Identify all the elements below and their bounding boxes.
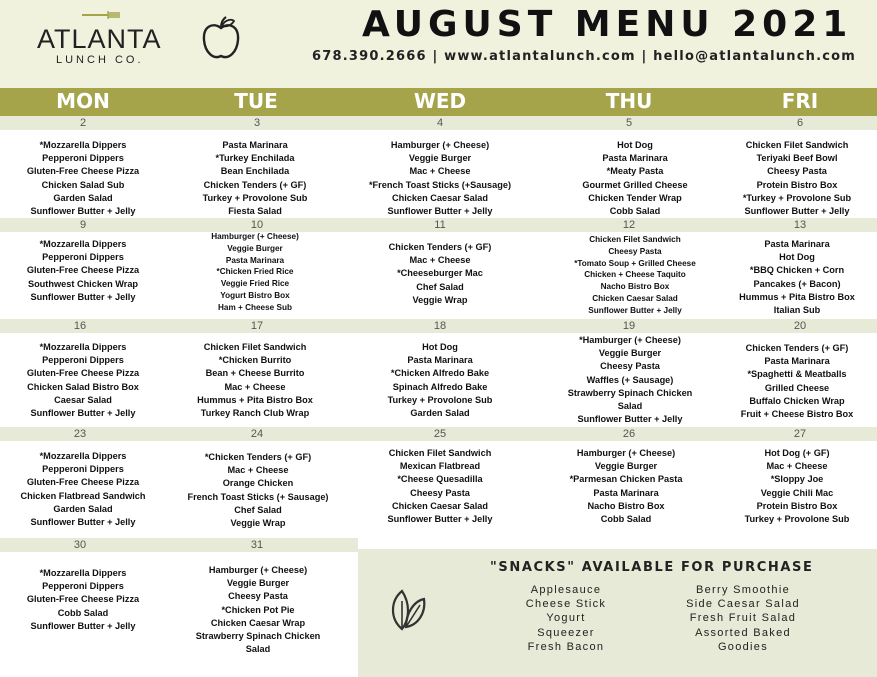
menu-item: Sunflower Butter + Jelly <box>30 408 136 419</box>
menu-item: Sunflower Butter + Jelly <box>30 291 136 302</box>
snacks-title: "SNACKS" AVAILABLE FOR PURCHASE <box>490 560 814 575</box>
menu-item: Cobb Salad <box>609 206 661 217</box>
snack-item: Goodies <box>717 640 769 653</box>
date-number: 19 <box>622 320 636 332</box>
day-name-fri: FRI <box>781 89 819 113</box>
menu-cell-aug-31 <box>170 564 346 656</box>
menu-item: Veggie Burger <box>594 461 658 472</box>
menu-item: *Chicken Burrito <box>218 355 292 366</box>
menu-item: Chicken Filet Sandwich <box>203 342 307 352</box>
menu-item: *Cheeseburger Mac <box>397 268 483 279</box>
menu-item: Mac + Cheese <box>227 465 289 476</box>
menu-item: *Hamburger (+ Cheese) <box>579 335 681 345</box>
menu-cell-aug-23 <box>0 450 166 529</box>
leaf-icon <box>388 583 428 631</box>
menu-item: Gluten-Free Cheese Pizza <box>26 265 140 276</box>
menu-item: Veggie Chili Mac <box>760 487 834 498</box>
menu-item: Nacho Bistro Box <box>587 500 665 511</box>
menu-item: Veggie Burger <box>408 153 472 164</box>
menu-item: Strawberry Spinach Chicken <box>195 631 321 642</box>
menu-item: Bean + Cheese Burrito <box>205 368 305 379</box>
menu-item: Pasta Marinara <box>764 356 830 367</box>
menu-item: Garden Salad <box>53 192 113 203</box>
date-number: 16 <box>73 320 87 332</box>
menu-item: Sunflower Butter + Jelly <box>30 206 136 217</box>
menu-item: Cobb Salad <box>57 607 109 618</box>
menu-item: Hot Dog <box>779 252 815 263</box>
date-number: 11 <box>434 219 446 231</box>
date-number: 31 <box>250 539 264 551</box>
menu-item: Chicken Filet Sandwich <box>589 235 681 244</box>
menu-item: Orange Chicken <box>222 478 294 489</box>
menu-item: *Turkey + Provolone Sub <box>742 192 852 203</box>
menu-item: Chicken Salad Sub <box>41 179 125 190</box>
menu-item: Hot Dog <box>422 342 458 352</box>
menu-cell-aug-4 <box>354 139 526 218</box>
menu-item: Sunflower Butter + Jelly <box>30 620 136 631</box>
menu-item: *Turkey Enchilada <box>215 153 295 164</box>
menu-item: Mac + Cheese <box>766 461 828 472</box>
menu-item: Cheesy Pasta <box>608 246 662 256</box>
menu-item: Pancakes (+ Bacon) <box>753 278 841 289</box>
menu-item: *Mozzarella Dippers <box>39 140 127 150</box>
menu-item: *Sloppy Joe <box>770 474 824 485</box>
date-number: 5 <box>625 117 633 129</box>
menu-item: *Mozzarella Dippers <box>39 568 127 578</box>
menu-item: Grilled Cheese <box>764 382 830 393</box>
snack-item: Side Caesar Salad <box>686 598 800 611</box>
menu-item: Buffalo Chicken Wrap <box>749 395 845 406</box>
logo-subtitle: LUNCH CO. <box>56 54 144 66</box>
menu-item: Chicken Filet Sandwich <box>745 140 849 150</box>
snack-item: Fresh Fruit Salad <box>689 612 797 625</box>
menu-cell-aug-20 <box>717 342 877 421</box>
menu-cell-aug-26 <box>540 447 712 526</box>
menu-item: Chicken Tender Wrap <box>588 192 682 203</box>
menu-item: Yogurt Bistro Box <box>220 290 290 300</box>
logo-name: ATLANTA <box>37 24 162 54</box>
menu-item: Pasta Marinara <box>222 140 288 150</box>
menu-cell-aug-17 <box>170 341 340 420</box>
menu-item: Sunflower Butter + Jelly <box>744 206 850 217</box>
snack-item: Yogurt <box>546 612 586 625</box>
menu-cell-aug-5 <box>549 139 721 218</box>
snack-item: Fresh Bacon <box>527 640 605 653</box>
menu-item: Veggie Burger <box>226 578 290 589</box>
menu-item: Chicken Caesar Salad <box>391 192 488 203</box>
menu-item: Chef Salad <box>234 504 282 515</box>
menu-item: Veggie Burger <box>598 348 662 359</box>
menu-item: Pasta Marinara <box>225 255 285 265</box>
day-name-thu: THU <box>605 89 653 113</box>
menu-item: Mexican Flatbread <box>399 461 481 472</box>
menu-cell-aug-13 <box>717 238 877 317</box>
menu-item: Chicken Tenders (+ GF) <box>745 343 849 353</box>
menu-item: Cheesy Pasta <box>600 361 660 372</box>
menu-cell-aug-16 <box>0 341 166 420</box>
menu-item: *Mozzarella Dippers <box>39 342 127 352</box>
menu-item: Chicken Caesar Wrap <box>210 617 306 628</box>
date-number: 24 <box>250 428 264 440</box>
menu-item: Hummus + Pita Bistro Box <box>739 291 855 302</box>
menu-item: *Mozzarella Dippers <box>39 451 127 461</box>
date-number: 3 <box>253 117 261 129</box>
date-row-week-2 <box>0 218 877 232</box>
page-title: AUGUST MENU 2021 <box>362 4 853 45</box>
menu-cell-aug-2 <box>0 139 166 218</box>
day-name-mon: MON <box>56 89 110 113</box>
menu-item: Pepperoni Dippers <box>42 355 124 366</box>
apple-icon <box>201 16 241 62</box>
date-number: 10 <box>250 219 264 231</box>
menu-item: Ham + Cheese Sub <box>218 302 292 312</box>
date-row-week-1 <box>0 116 877 130</box>
menu-item: Pepperoni Dippers <box>42 153 124 164</box>
snacks-list-left <box>508 583 624 654</box>
menu-item: Chicken Filet Sandwich <box>388 448 492 458</box>
menu-item: Sunflower Butter + Jelly <box>387 514 493 525</box>
menu-item: *Chicken Fried Rice <box>216 267 294 277</box>
date-number: 26 <box>622 428 636 440</box>
contact-info: 678.390.2666 | www.atlantalunch.com | hello@atlantalunch.com <box>312 49 856 64</box>
menu-cell-aug-11 <box>354 241 526 307</box>
menu-item: Garden Salad <box>410 408 470 419</box>
date-number: 4 <box>436 117 444 129</box>
menu-item: Sunflower Butter + Jelly <box>387 206 493 217</box>
menu-item: *French Toast Sticks (+Sausage) <box>368 179 512 190</box>
menu-item: Sunflower Butter + Jelly <box>577 414 683 425</box>
menu-cell-aug-19 <box>544 334 716 426</box>
date-row-week-5 <box>0 538 358 552</box>
date-number: 13 <box>793 219 807 231</box>
menu-item: Southwest Chicken Wrap <box>27 278 139 289</box>
menu-item: Cheesy Pasta <box>228 591 288 602</box>
menu-cell-aug-9 <box>0 238 166 304</box>
menu-item: Strawberry Spinach Chicken <box>567 387 693 398</box>
menu-item: Veggie Wrap <box>230 518 286 529</box>
menu-cell-aug-30 <box>0 567 166 633</box>
snack-item: Applesauce <box>530 584 602 596</box>
menu-item: Pepperoni Dippers <box>42 464 124 475</box>
menu-item: Veggie Fried Rice <box>220 279 290 289</box>
menu-item: Hot Dog (+ GF) <box>764 448 830 458</box>
date-number: 9 <box>79 219 87 231</box>
menu-item: Salad <box>245 644 271 655</box>
menu-item: Gluten-Free Cheese Pizza <box>26 594 140 605</box>
menu-item: Cheesy Pasta <box>410 487 470 498</box>
menu-cell-aug-18 <box>354 341 526 420</box>
snack-item: Berry Smoothie <box>695 584 790 596</box>
date-number: 6 <box>796 117 804 129</box>
menu-item: Chicken + Cheese Taquito <box>584 270 686 280</box>
menu-item: *BBQ Chicken + Corn <box>749 265 845 276</box>
menu-item: Cobb Salad <box>600 514 652 525</box>
menu-item: Protein Bistro Box <box>756 500 838 511</box>
menu-item: Chicken Salad Bistro Box <box>27 381 139 392</box>
date-number: 25 <box>433 428 447 440</box>
menu-item: Gluten-Free Cheese Pizza <box>26 477 140 488</box>
menu-item: Caesar Salad <box>54 394 112 405</box>
menu-item: Pasta Marinara <box>407 355 473 366</box>
date-number: 23 <box>73 428 87 440</box>
menu-item: Cheesy Pasta <box>767 166 827 177</box>
menu-item: *Tomato Soup + Grilled Cheese <box>574 258 696 268</box>
menu-item: Pepperoni Dippers <box>42 581 124 592</box>
menu-item: Chicken Tenders (+ GF) <box>203 179 307 190</box>
menu-item: Sunflower Butter + Jelly <box>30 517 136 528</box>
date-number: 20 <box>793 320 807 332</box>
menu-item: Chicken Tenders (+ GF) <box>388 242 492 252</box>
menu-item: Nacho Bistro Box <box>600 282 670 292</box>
menu-item: Bean Enchilada <box>220 166 290 177</box>
menu-item: French Toast Sticks (+ Sausage) <box>187 491 329 502</box>
menu-item: Italian Sub <box>773 305 821 316</box>
menu-item: *Chicken Tenders (+ GF) <box>204 452 312 462</box>
menu-item: Waffles (+ Sausage) <box>586 374 674 385</box>
date-number: 30 <box>73 539 87 551</box>
snacks-panel <box>358 549 877 677</box>
menu-item: Garden Salad <box>53 503 113 514</box>
menu-item: Chicken Flatbread Sandwich <box>20 490 146 501</box>
menu-item: Fruit + Cheese Bistro Box <box>740 409 854 420</box>
date-number: 17 <box>250 320 264 332</box>
menu-item: Pepperoni Dippers <box>42 252 124 263</box>
menu-item: Protein Bistro Box <box>756 179 838 190</box>
menu-item: Turkey + Provolone Sub <box>387 394 493 405</box>
menu-cell-aug-10 <box>170 231 340 314</box>
fork-icon <box>82 10 122 20</box>
date-row-week-3 <box>0 319 877 333</box>
snack-item: Squeezer <box>537 626 595 639</box>
menu-item: *Chicken Pot Pie <box>221 604 295 615</box>
menu-item: Hamburger (+ Cheese) <box>390 140 490 150</box>
menu-item: Pasta Marinara <box>602 153 668 164</box>
date-row-week-4 <box>0 427 877 441</box>
snack-item: Cheese Stick <box>525 598 607 611</box>
menu-item: Sunflower Butter + Jelly <box>588 305 682 315</box>
menu-cell-aug-3 <box>170 139 340 218</box>
menu-cell-aug-12 <box>549 234 721 317</box>
menu-item: *Mozzarella Dippers <box>39 239 127 249</box>
menu-item: Turkey Ranch Club Wrap <box>200 408 310 419</box>
menu-item: Chef Salad <box>416 281 464 292</box>
menu-item: Gluten-Free Cheese Pizza <box>26 166 140 177</box>
menu-cell-aug-6 <box>717 139 877 218</box>
menu-item: Veggie Burger <box>227 243 283 253</box>
menu-item: *Cheese Quesadilla <box>397 474 483 485</box>
menu-item: Mac + Cheese <box>224 381 286 392</box>
date-number: 18 <box>433 320 447 332</box>
menu-item: *Spaghetti & Meatballs <box>747 369 847 380</box>
header <box>0 0 877 88</box>
day-name-tue: TUE <box>234 89 278 113</box>
menu-item: Pasta Marinara <box>764 239 830 249</box>
menu-item: Hamburger (+ Cheese) <box>208 565 308 575</box>
menu-item: Gluten-Free Cheese Pizza <box>26 368 140 379</box>
menu-item: *Chicken Alfredo Bake <box>390 368 490 379</box>
date-number: 12 <box>622 219 636 231</box>
date-number: 2 <box>79 117 87 129</box>
menu-cell-aug-27 <box>717 447 877 526</box>
menu-item: *Parmesan Chicken Pasta <box>569 474 683 485</box>
menu-item: Fiesta Salad <box>228 206 282 217</box>
menu-item: Chicken Caesar Salad <box>391 500 488 511</box>
menu-item: Chicken Caesar Salad <box>592 293 678 303</box>
menu-item: Turkey + Provolone Sub <box>202 192 308 203</box>
day-name-wed: WED <box>413 89 467 113</box>
menu-item: Spinach Alfredo Bake <box>392 381 488 392</box>
menu-item: Turkey + Provolone Sub <box>744 514 850 525</box>
snack-item: Assorted Baked <box>695 626 791 639</box>
menu-item: Pasta Marinara <box>593 487 659 498</box>
menu-item: Mac + Cheese <box>409 255 471 266</box>
menu-item: Veggie Wrap <box>412 294 468 305</box>
menu-item: Salad <box>617 401 643 412</box>
menu-item: Hummus + Pita Bistro Box <box>197 394 313 405</box>
menu-item: Mac + Cheese <box>409 166 471 177</box>
weekday-header-bar <box>0 88 877 116</box>
menu-item: Hamburger (+ Cheese) <box>576 448 676 458</box>
menu-cell-aug-25 <box>354 447 526 526</box>
menu-item: Teriyaki Beef Bowl <box>756 153 838 164</box>
menu-item: Gourmet Grilled Cheese <box>582 179 688 190</box>
date-number: 27 <box>793 428 807 440</box>
menu-item: Hot Dog <box>617 140 653 150</box>
menu-item: Hamburger (+ Cheese) <box>211 232 299 241</box>
menu-item: *Meaty Pasta <box>606 166 664 177</box>
menu-cell-aug-24 <box>170 451 346 530</box>
snacks-list-right <box>676 583 810 654</box>
